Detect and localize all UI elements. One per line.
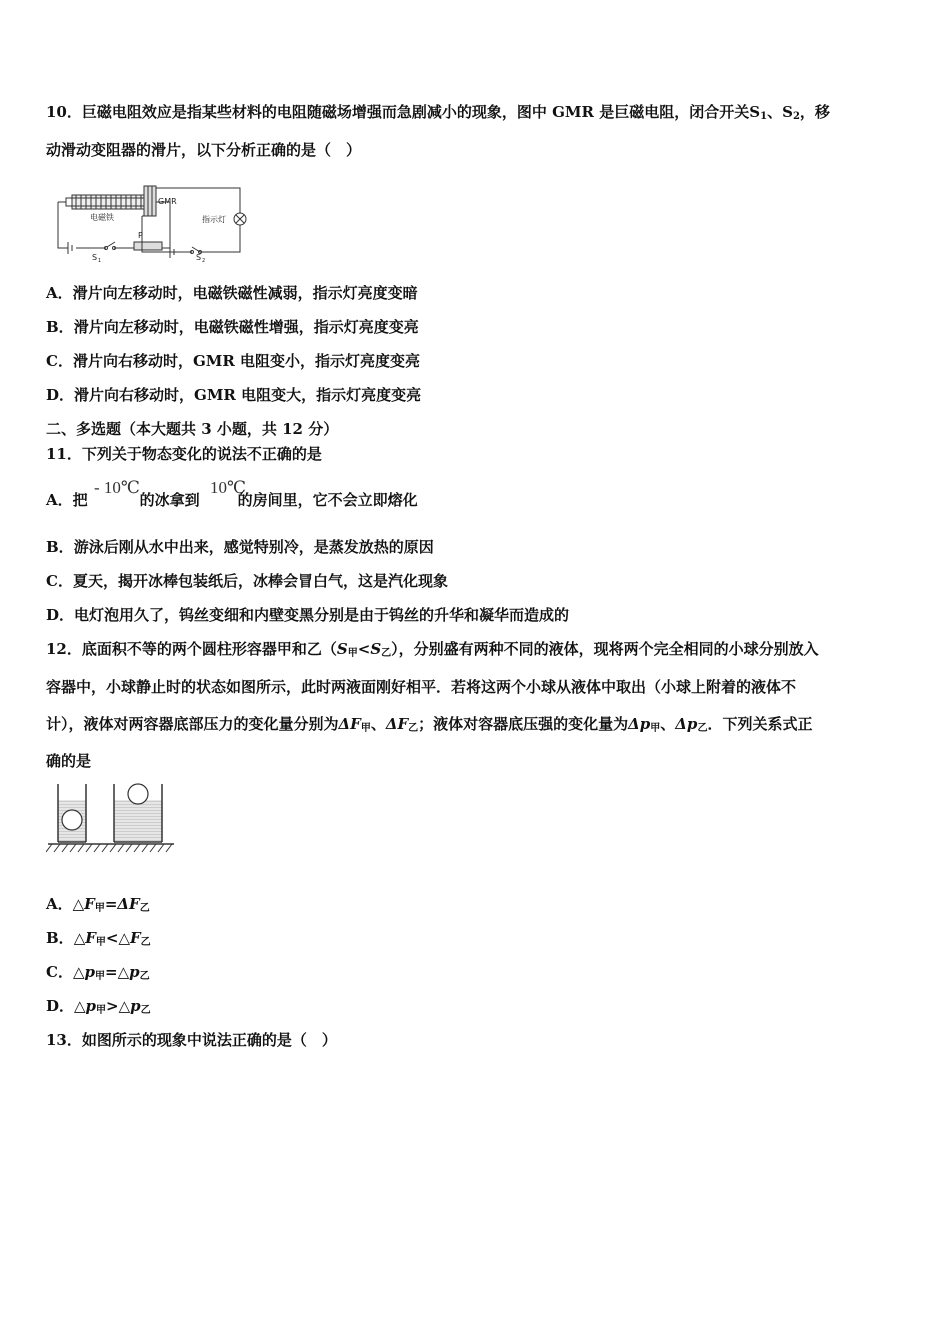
q11-option-a: A．把 的冰拿到 的房间里，它不会立即熔化 (46, 491, 418, 509)
fig-label-electromagnet: 电磁铁 (90, 213, 114, 222)
q12-option-a: A．$\triangle F_甲=\Delta F_乙$ (46, 895, 150, 914)
q12-option-b: B．$\triangle F_甲<\triangle F_乙$ (46, 929, 151, 948)
q10-circuit-figure (52, 180, 252, 262)
q11-option-b: B．游泳后刚从水中出来，感觉特别冷，是蒸发放热的原因 (46, 538, 434, 556)
fig-label-s2-sub: 2 (202, 258, 206, 262)
q10-option-a: A．滑片向左移动时，电磁铁磁性减弱，指示灯亮度变暗 (46, 284, 418, 302)
section-heading: 二、多选题（本大题共 3 小题，共 12 分） (46, 420, 339, 438)
fig-label-s2: S (196, 253, 202, 262)
q12-option-c: C．$\triangle p_甲=\triangle p_乙$ (46, 963, 150, 982)
q11-option-c: C．夏天，揭开冰棒包装纸后，冰棒会冒白气，这是汽化现象 (46, 572, 448, 590)
fig-label-p: P (138, 231, 143, 240)
q12-option-d: D．$\triangle p_甲>\triangle p_乙$ (46, 997, 151, 1016)
q12-stem-line1: 12．底面积不等的两个圆柱形容器甲和乙$(S_甲<S_乙)$，分别盛有两种不同的液体，现将两个完全相同的小球分别放入 (46, 640, 819, 659)
fig-label-s1: S (92, 253, 98, 262)
q12-stem-line3: 计），液体对两容器底部压力的变化量分别为$\Delta F_甲$、$\Delta F_乙$；液体对容器底压强的变化量为$\Delta p_甲$、$\Delta p_乙$．下列关系式正 (46, 715, 813, 734)
q12-stem-line4: 确的是 (46, 752, 92, 770)
q11-stem: 11．下列关于物态变化的说法不正确的是 (46, 445, 322, 463)
fig-label-s1-sub: 1 (98, 258, 102, 262)
q10-stem-line1: 10．巨磁电阻效应是指某些材料的电阻随磁场增强而急剧减小的现象，图中 GMR 是巨磁电阻，闭合开关$S_1$、$S_2$，移 (46, 103, 830, 122)
q10-option-c: C．滑片向右移动时，GMR 电阻变小，指示灯亮度变亮 (46, 352, 421, 370)
q12-containers-figure (46, 782, 178, 856)
q11-temp-10: 10℃ (210, 478, 247, 497)
q10-option-d: D．滑片向右移动时，GMR 电阻变大，指示灯亮度变亮 (46, 386, 422, 404)
q13-stem: 13．如图所示的现象中说法正确的是（ ） (46, 1031, 337, 1049)
q10-option-b: B．滑片向左移动时，电磁铁磁性增强，指示灯亮度变亮 (46, 318, 419, 336)
q11-temp-minus10: - 10℃ (94, 478, 140, 497)
q12-stem-line2: 容器中，小球静止时的状态如图所示，此时两液面刚好相平．若将这两个小球从液体中取出（小球上附着的液体不 (46, 678, 797, 696)
fig-label-gmr: GMR (158, 197, 177, 206)
fig-label-indicator: 指示灯 (202, 215, 226, 224)
q11-option-d: D．电灯泡用久了，钨丝变细和内壁变黑分别是由于钨丝的升华和凝华而造成的 (46, 606, 570, 624)
q10-stem-line2: 动滑动变阻器的滑片，以下分析正确的是（ ） (46, 141, 362, 159)
